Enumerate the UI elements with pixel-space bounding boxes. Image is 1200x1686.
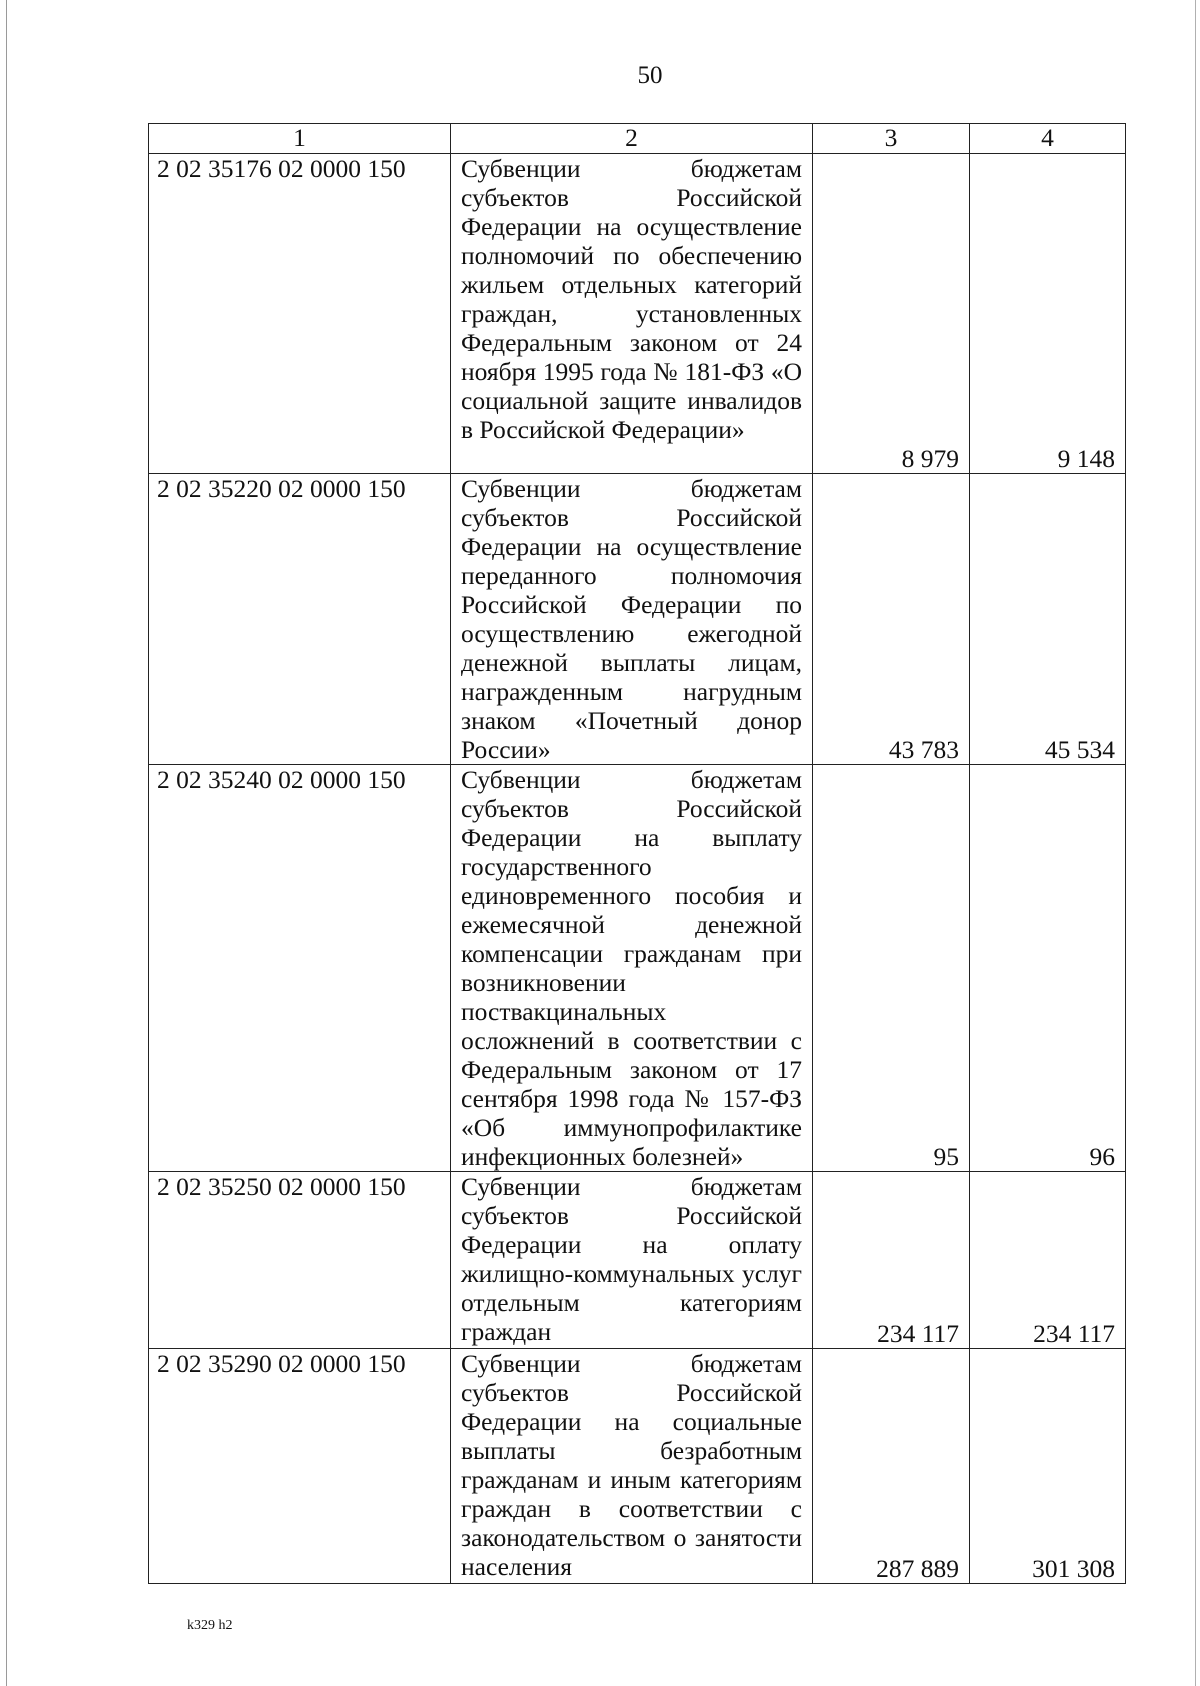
document-footer-code: k329 h2 bbox=[187, 1618, 233, 1633]
amount-col4-cell: 301 308 bbox=[970, 1349, 1126, 1584]
amount-col3-cell: 234 117 bbox=[813, 1172, 970, 1349]
amount-col4-cell: 9 148 bbox=[970, 154, 1126, 474]
table-row bbox=[149, 474, 1126, 765]
column-header-1: 1 bbox=[149, 124, 451, 154]
page-right-edge bbox=[1195, 0, 1196, 1686]
column-header-4: 4 bbox=[970, 124, 1126, 154]
column-header-3: 3 bbox=[813, 124, 970, 154]
description-cell: Субвенции бюджетам субъектов Российской Федерации на оплату жилищно-коммунальных услуг отдельным категориям граждан bbox=[451, 1172, 813, 1349]
budget-code-cell: 2 02 35290 02 0000 150 bbox=[149, 1349, 451, 1584]
budget-code-cell: 2 02 35176 02 0000 150 bbox=[149, 154, 451, 474]
description-cell: Субвенции бюджетам субъектов Российской Федерации на осуществление полномочий по обеспечению жильем отдельных категорий граждан, установленных Федеральным законом от 24 ноября 1995 года № 181-ФЗ «О социальной защите инвалидов в Российской Федерации» bbox=[451, 154, 813, 474]
description-cell: Субвенции бюджетам субъектов Российской Федерации на осуществление переданного полномочия Российской Федерации по осуществлению ежегодной денежной выплаты лицам, награжденным нагрудным знаком «Почетный донор России» bbox=[451, 474, 813, 765]
column-header-2: 2 bbox=[451, 124, 813, 154]
table-row bbox=[149, 765, 1126, 1172]
amount-col3-cell: 287 889 bbox=[813, 1349, 970, 1584]
amount-col3-cell: 95 bbox=[813, 765, 970, 1172]
table-row bbox=[149, 1172, 1126, 1349]
table-row bbox=[149, 1349, 1126, 1584]
budget-code-cell: 2 02 35220 02 0000 150 bbox=[149, 474, 451, 765]
amount-col4-cell: 96 bbox=[970, 765, 1126, 1172]
description-cell: Субвенции бюджетам субъектов Российской Федерации на социальные выплаты безработным гражданам и иным категориям граждан в соответствии с законодательством о занятости населения bbox=[451, 1349, 813, 1584]
budget-table bbox=[148, 123, 1126, 1584]
amount-col3-cell: 8 979 bbox=[813, 154, 970, 474]
table-header-row bbox=[149, 124, 1126, 154]
table-row bbox=[149, 154, 1126, 474]
page-number: 50 bbox=[637, 62, 663, 89]
description-cell: Субвенции бюджетам субъектов Российской Федерации на выплату государственного единовременного пособия и ежемесячной денежной компенсации гражданам при возникновении поствакцинальных осложнений в соответствии с Федеральным законом от 17 сентября 1998 года № 157-ФЗ «Об иммунопрофилактике инфекционных болезней» bbox=[451, 765, 813, 1172]
amount-col3-cell: 43 783 bbox=[813, 474, 970, 765]
page-left-edge bbox=[6, 0, 7, 1686]
amount-col4-cell: 234 117 bbox=[970, 1172, 1126, 1349]
budget-code-cell: 2 02 35250 02 0000 150 bbox=[149, 1172, 451, 1349]
amount-col4-cell: 45 534 bbox=[970, 474, 1126, 765]
budget-code-cell: 2 02 35240 02 0000 150 bbox=[149, 765, 451, 1172]
